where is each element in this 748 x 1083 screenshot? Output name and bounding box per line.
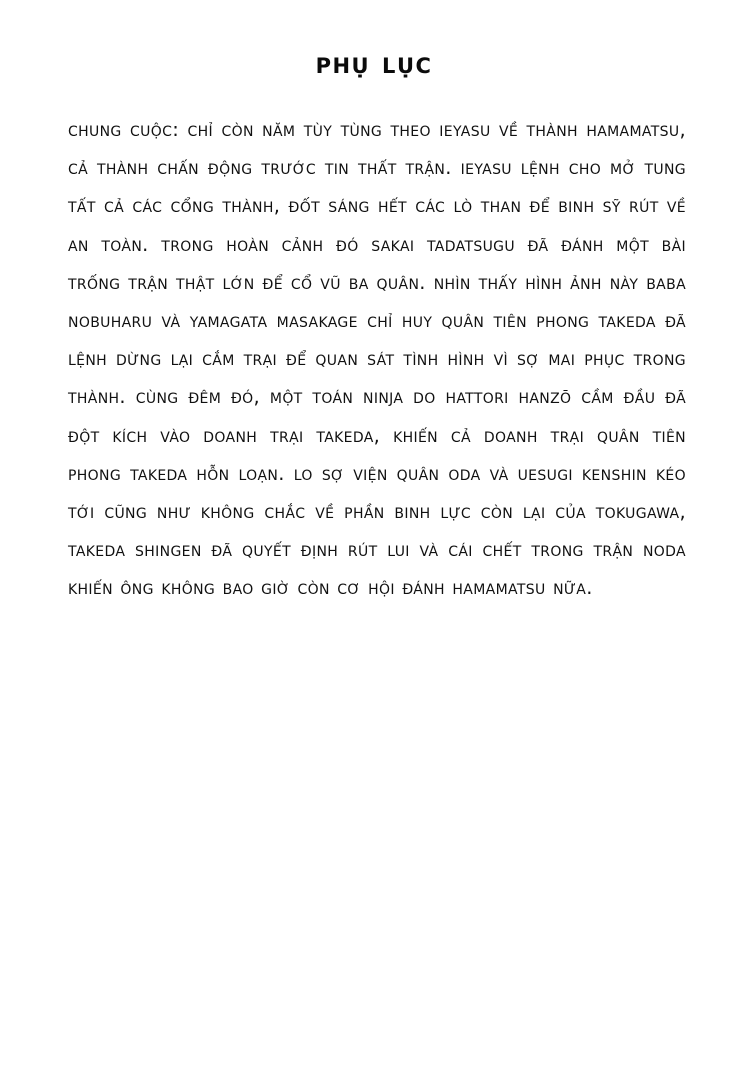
page-title: phụ lục [315,46,433,81]
body-paragraph: chung cuộc: chỉ còn năm tùy tùng theo ieyasu về thành hamamatsu, cả thành chấn động trước tin thất trận. ieyasu lệnh cho mở tung tất cả các cổng thành, đốt sáng hết các lò than để binh sỹ rút về an toàn. trong hoàn cảnh đó sakai tadatsugu đã đánh một bài trống trận thật lớn để cổ vũ ba quân. nhìn thấy hình ảnh này baba nobuharu và yamagata masakage chỉ huy quân tiên phong takeda đã lệnh dừng lại cắm trại để quan sát tình hình vì sợ mai phục trong thành. cùng đêm đó, một toán ninja do hattori hanzō cầm đầu đã đột kích vào doanh trại takeda, khiến cả doanh trại quân tiên phong takeda hỗn loạn. lo sợ viện quân oda và uesugi kenshin kéo tới cũng như không chắc về phần binh lực còn lại của tokugawa, takeda shingen đã quyết định rút lui và cái chết trong trận noda khiến ông không bao giờ còn cơ hội đánh hamamatsu nữa. [68,118,686,600]
